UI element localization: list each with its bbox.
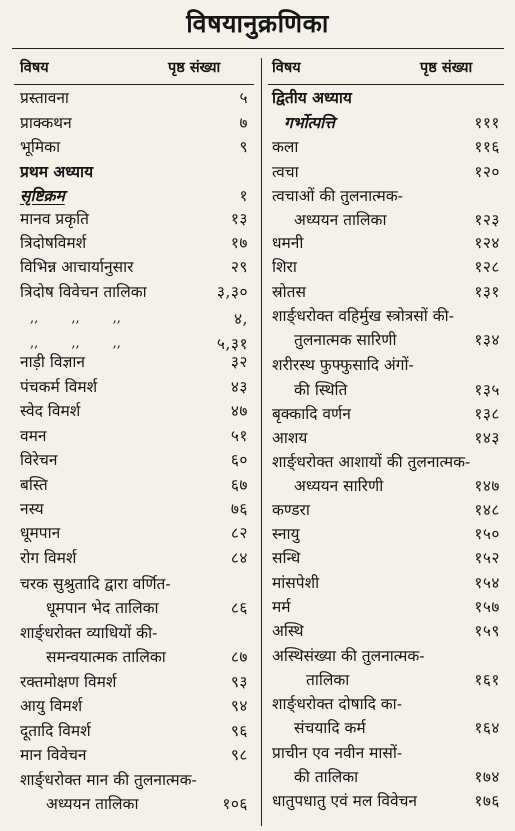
right-entry-title: कला: [272, 138, 299, 156]
left-entry-page: ३,३०: [216, 283, 248, 301]
left-entry-title: रक्तमोक्षण विमर्श: [20, 673, 117, 691]
left-entry-title: वमन: [20, 427, 47, 445]
title-rule: [12, 48, 504, 49]
right-entry-title: स्रोतस: [272, 283, 306, 301]
left-entry-title: त्रिदोषविमर्श: [20, 234, 87, 252]
right-entry-page: १२३: [474, 211, 500, 229]
right-header-rule: [268, 84, 504, 85]
right-entry-page: १२०: [474, 163, 500, 181]
left-entry-page: १: [239, 187, 248, 205]
right-entry-page: १५४: [474, 574, 500, 592]
left-entry-page: ५१: [230, 427, 248, 445]
right-entry-title: तालिका: [306, 671, 350, 689]
left-entry-page: ७६: [230, 500, 248, 518]
right-entry-title: धातुपधातु एवं मल विवेचन: [272, 792, 418, 810]
left-entry-title: नाड़ी विज्ञान: [20, 353, 86, 371]
left-entry-page: ६०: [230, 451, 248, 469]
left-entry-title: प्राक्कथन: [20, 114, 72, 132]
left-entry-page: ९६: [230, 722, 248, 740]
left-entry-title: प्रथम अध्याय: [20, 162, 94, 181]
right-entry-page: १५७: [474, 598, 500, 616]
left-entry-page: ५,३१: [216, 335, 248, 353]
left-entry-title: शार्ङ्धरोक्त व्याधियों की-: [20, 624, 158, 642]
left-entry-page: ९८: [230, 746, 248, 764]
right-entry-title: द्वितीय अध्याय: [272, 88, 352, 107]
left-entry-title: मानव प्रकृति: [20, 210, 90, 228]
right-entry-title: शार्ङ्धरोक्त आशायों की तुलनात्मक-: [272, 453, 471, 471]
left-entry-title: पंचकर्म विमर्श: [20, 378, 98, 396]
left-entry-page: १०६: [222, 795, 248, 813]
right-header-page: पृष्ठ संख्या: [420, 59, 473, 76]
left-entry-title: समन्वयात्मक तालिका: [46, 648, 166, 666]
left-entry-page: ४७: [230, 402, 248, 420]
right-entry-title: शरीरस्थ फुफ्फुसादि अंगों-: [272, 356, 414, 374]
left-entry-title: बस्ति: [20, 476, 48, 494]
right-entry-title: शिरा: [272, 258, 297, 276]
left-entry-title: धूमपान भेद तालिका: [46, 599, 159, 617]
right-entry-page: १३८: [474, 405, 500, 423]
right-entry-title: अस्थिसंख्या की तुलनात्मक-: [272, 647, 425, 665]
right-entry-title: मांसपेशी: [272, 574, 320, 592]
left-entry-page: ९: [239, 138, 248, 156]
left-entry-page: ८२: [230, 524, 248, 542]
right-entry-page: १२८: [474, 258, 500, 276]
left-entry-title: विरेचन: [20, 451, 58, 469]
left-entry-title: विभिन्न आचार्यानुसार: [20, 258, 134, 276]
right-entry-page: १३१: [474, 283, 500, 301]
left-entry-title: प्रस्तावना: [20, 89, 69, 107]
right-header-subject: विषय: [272, 59, 301, 76]
right-entry-page: १६४: [474, 719, 500, 737]
right-entry-page: १२४: [474, 234, 500, 252]
left-entry-title: ,, ,, ,,: [30, 311, 121, 326]
left-entry-page: १३: [230, 210, 248, 228]
right-entry-page: १७४: [474, 768, 500, 786]
right-entry-title: कण्डरा: [272, 501, 310, 519]
right-entry-page: १३४: [474, 331, 500, 349]
right-entry-title: की स्थिति: [294, 381, 348, 399]
left-header-page: पृष्ठ संख्या: [168, 59, 221, 76]
left-header-subject: विषय: [20, 59, 49, 76]
right-entry-title: धमनी: [272, 234, 304, 252]
left-entry-title: आयु विमर्श: [20, 697, 83, 715]
right-entry-page: १७६: [474, 792, 500, 810]
left-entry-page: ९३: [230, 673, 248, 691]
right-entry-title: शार्ङ्धरोक्त दोषादि का-: [272, 695, 402, 713]
right-entry-title: त्वचाओं की तुलनात्मक-: [272, 187, 403, 205]
page-title: विषयानुक्रणिका: [186, 9, 329, 38]
right-entry-page: १४७: [474, 477, 500, 495]
column-divider: [261, 58, 262, 826]
left-entry-page: २९: [230, 258, 248, 276]
left-entry-page: ८७: [230, 648, 248, 666]
left-entry-title: नस्य: [20, 500, 44, 518]
right-entry-title: बृक्कादि वर्णन: [272, 405, 351, 423]
right-entry-title: की तालिका: [294, 768, 359, 786]
right-entry-title: गर्भोत्पत्ति: [284, 113, 335, 132]
left-entry-page: ३२: [230, 353, 248, 371]
right-entry-page: १४८: [474, 501, 500, 519]
right-entry-title: प्राचीन एव नवीन मासों-: [272, 744, 403, 762]
left-entry-title: मान विवेचन: [20, 746, 87, 764]
left-entry-title: सृष्टिक्रम: [20, 186, 65, 205]
left-entry-title: अध्ययन तालिका: [46, 795, 139, 813]
left-entry-page: ८६: [230, 599, 248, 617]
right-entry-page: १५९: [474, 622, 500, 640]
left-entry-title: शार्ङ्धरोक्त मान की तुलनात्मक-: [20, 771, 197, 789]
left-entry-page: ५: [239, 89, 248, 107]
right-entry-title: संचयादि कर्म: [294, 719, 366, 737]
right-entry-page: ११६: [474, 138, 500, 156]
right-entry-title: त्वचा: [272, 163, 299, 181]
right-entry-title: मर्म: [272, 598, 291, 616]
right-entry-page: १३५: [474, 381, 500, 399]
left-entry-page: ४,: [234, 310, 248, 328]
left-entry-page: ४३: [230, 378, 248, 396]
left-entry-title: त्रिदोष विवेचन तालिका: [20, 283, 147, 301]
right-entry-page: १४३: [474, 429, 500, 447]
left-entry-page: ६७: [230, 476, 248, 494]
left-entry-title: दूतादि विमर्श: [20, 722, 91, 740]
right-entry-title: अध्ययन तालिका: [294, 211, 387, 229]
left-entry-title: भूमिका: [20, 138, 61, 156]
right-entry-title: स्नायु: [272, 525, 300, 543]
right-entry-title: तुलनात्मक सारिणी: [294, 331, 397, 349]
right-entry-title: अस्थि: [272, 622, 304, 640]
right-entry-title: आशय: [272, 429, 308, 447]
left-entry-title: धूमपान: [20, 524, 61, 542]
right-entry-page: १५०: [474, 525, 500, 543]
right-entry-page: १५२: [474, 549, 500, 567]
right-entry-page: १११: [474, 114, 500, 132]
left-entry-page: ७: [239, 114, 248, 132]
right-entry-page: १६१: [474, 671, 500, 689]
left-entry-page: १७: [230, 234, 248, 252]
left-header-rule: [14, 84, 254, 85]
left-entry-title: चरक सुश्रुतादि द्वारा वर्णित-: [20, 575, 171, 593]
left-entry-page: ८४: [230, 549, 248, 567]
left-entry-title: रोग विमर्श: [20, 549, 77, 567]
left-entry-page: ९४: [230, 697, 248, 715]
left-entry-title: स्वेद विमर्श: [20, 402, 81, 420]
right-entry-title: सन्धि: [272, 549, 301, 567]
right-entry-title: शार्ङ्धरोक्त वहिर्मुख स्त्रोत्रसों की-: [272, 307, 454, 325]
right-entry-title: अध्ययन सारिणी: [294, 477, 384, 495]
left-entry-title: ,, ,, ,,: [30, 336, 121, 351]
